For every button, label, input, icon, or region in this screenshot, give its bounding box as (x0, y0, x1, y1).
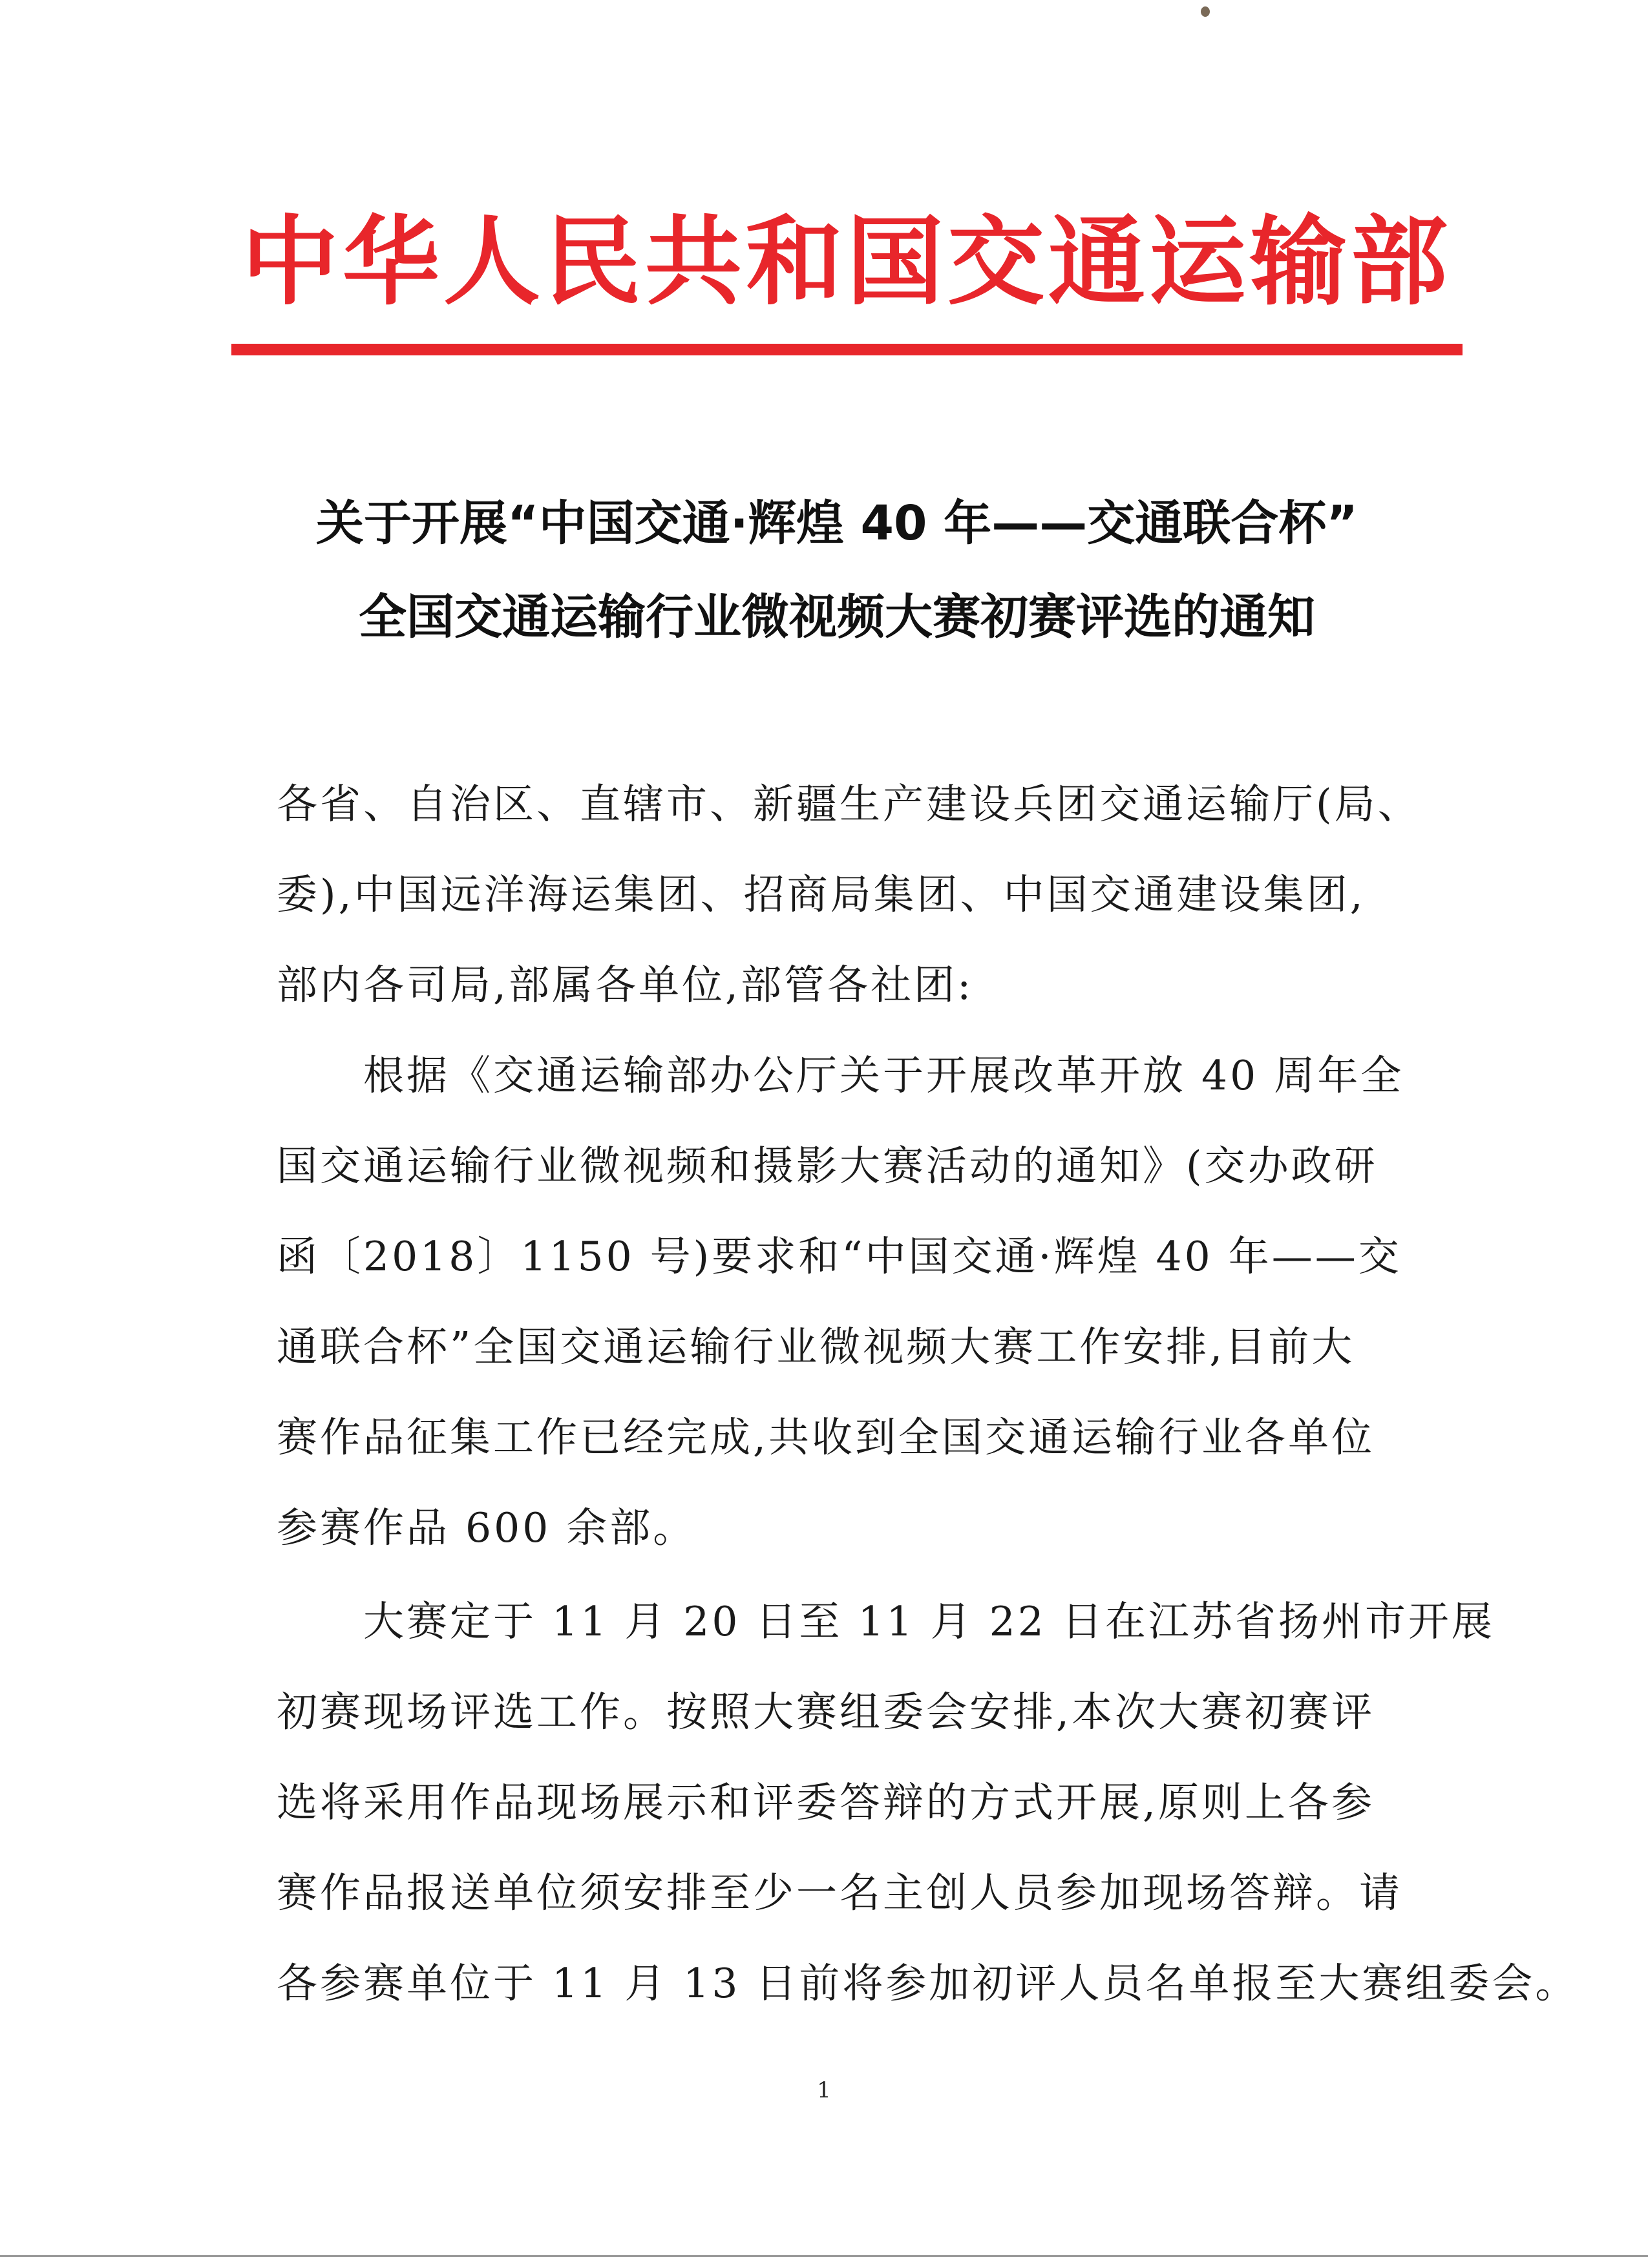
body-line: 赛作品报送单位须安排至少一名主创人员参加现场答辩。请 (277, 1869, 1402, 1916)
body-line: 赛作品征集工作已经完成,共收到全国交通运输行业各单位 (277, 1414, 1375, 1461)
scan-speck (1201, 6, 1210, 17)
page-number: 1 (817, 2077, 831, 2103)
body-line: 选将采用作品现场展示和评委答辩的方式开展,原则上各参 (277, 1779, 1375, 1826)
body-line: 大赛定于 11 月 20 日至 11 月 22 日在江苏省扬州市开展 (277, 1598, 1495, 1645)
body-line: 初赛现场评选工作。按照大赛组委会安排,本次大赛初赛评 (277, 1688, 1375, 1736)
body-line: 各省、自治区、直辖市、新疆生产建设兵团交通运输厅(局、 (277, 781, 1421, 828)
body-line: 各参赛单位于 11 月 13 日前将参加初评人员名单报至大赛组委会。 (277, 1960, 1579, 2007)
letterhead-red-rule (231, 344, 1463, 355)
body-line: 部内各司局,部属各单位,部管各社团: (277, 961, 974, 1009)
body-line: 通联合杯”全国交通运输行业微视频大赛工作安排,目前大 (277, 1323, 1355, 1370)
body-line: 国交通运输行业微视频和摄影大赛活动的通知》(交办政研 (277, 1142, 1378, 1190)
body-line: 根据《交通运输部办公厅关于开展改革开放 40 周年全 (277, 1052, 1404, 1099)
body-line: 委),中国远洋海运集团、招商局集团、中国交通建设集团, (277, 871, 1366, 918)
scan-bottom-edge (0, 2255, 1648, 2257)
notice-title-line-2: 全国交通运输行业微视频大赛初赛评选的通知 (359, 589, 1315, 645)
notice-title-line-1: 关于开展“中国交通·辉煌 40 年——交通联合杯” (316, 496, 1358, 551)
letterhead-title: 中华人民共和国交通运输部 (241, 205, 1452, 319)
body-line: 函〔2018〕1150 号)要求和“中国交通·辉煌 40 年——交 (277, 1233, 1402, 1280)
body-line: 参赛作品 600 余部。 (277, 1504, 697, 1551)
